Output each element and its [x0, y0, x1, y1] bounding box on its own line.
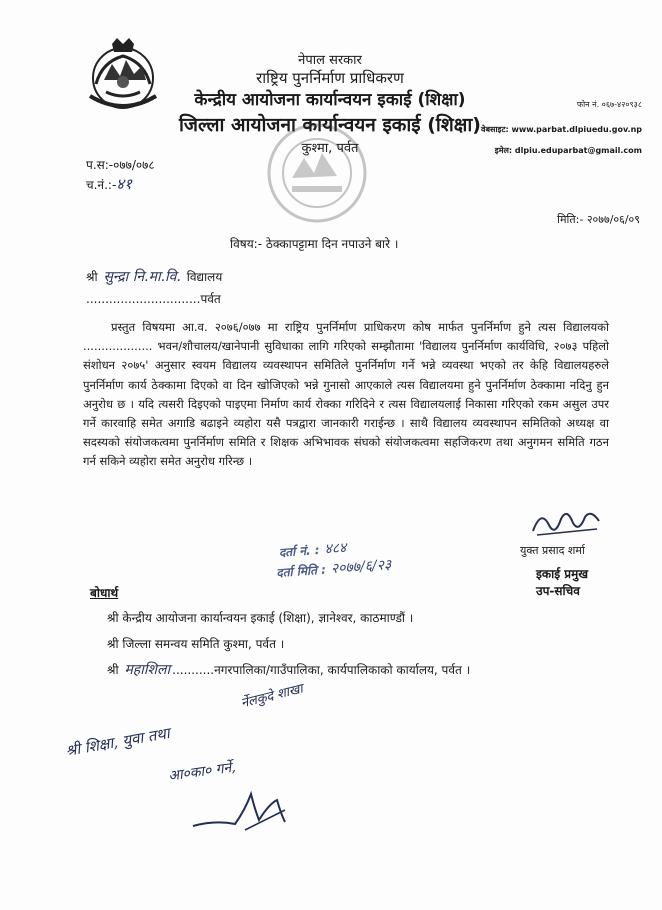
cc-title: बोधार्थ — [90, 586, 119, 600]
cc-item3-prefix: श्री — [107, 663, 119, 677]
header-gov-nepal: नेपाल सरकार — [298, 53, 362, 68]
recipient-suffix: विद्यालय — [186, 270, 223, 284]
header-authority: राष्ट्रिय पुनर्निर्माण प्राधिकरण — [256, 69, 404, 87]
registration-date-label: दर्ता मिति : — [275, 562, 327, 580]
recipient-address — [86, 290, 221, 307]
contact-email: इमेल: dlpiu.eduparbat@gmail.com — [494, 146, 642, 155]
cc-item-municipality — [107, 660, 470, 679]
office-stamp-icon — [262, 118, 372, 228]
cc-item3-suffix: ...........नगरपालिका/गाउँपालिका, कार्यपालिकाको कार्यालय, पर्वत । — [172, 663, 471, 677]
contact-phone: फोन नं. ०६७-४२०९३८ — [576, 100, 642, 109]
reference-cn — [86, 174, 132, 194]
recipient-blank: .............................. — [86, 292, 201, 306]
letter-date: मिति:- २०७७/०६/०९ — [557, 213, 640, 226]
handwritten-note-line3: आ०का० गर्ने, — [167, 759, 237, 785]
cc-item3-handwritten: महाशिला — [124, 662, 171, 678]
registration-stamp — [274, 528, 478, 602]
reference-cn-value: ४१ — [116, 175, 132, 193]
registration-number-value: ४८४ — [324, 540, 347, 558]
reference-cn-label: च.नं.:- — [86, 178, 117, 192]
handwritten-note-line1: र्नेलकुदे शाखा — [239, 681, 305, 712]
header-location: कुश्मा, पर्वत — [301, 141, 359, 156]
registration-number-label: दर्ता नं. : — [278, 542, 321, 560]
letter-subject: विषय:- ठेक्कापट्टामा दिन नपाउने बारे । — [230, 237, 399, 251]
signer-role-head: इकाई प्रमुख — [536, 567, 589, 581]
header-district-unit: जिल्ला आयोजना कार्यान्वयन इकाई (शिक्षा) — [179, 114, 481, 136]
handwritten-signature-icon — [185, 780, 305, 840]
recipient-school-handwritten: सुन्द्रा नि.मा.वि. — [103, 269, 181, 285]
contact-website: वेबसाइट: www.parbat.dlpiuedu.gov.np — [481, 125, 642, 134]
cc-item-district-committee: श्री जिल्ला समन्वय समिति कुश्मा, पर्वत । — [107, 637, 285, 651]
signer-role-deputy: उप-सचिव — [536, 584, 580, 598]
handwritten-note-line2: श्री शिक्षा, युवा तथा — [64, 723, 172, 761]
letter-body — [83, 318, 609, 472]
header-central-unit: केन्द्रीय आयोजना कार्यान्वयन इकाई (शिक्षा) — [194, 90, 466, 110]
handwritten-note — [60, 681, 360, 840]
cc-item-central-unit: श्री केन्द्रीय आयोजना कार्यान्वयन इकाई (शिक्षा), ज्ञानेश्वर, काठमाण्डौं । — [107, 611, 414, 625]
recipient-line — [86, 267, 222, 286]
body-paragraph: प्रस्तुत विषयमा आ.व. २०७६/०७७ मा राष्ट्रिय पुनर्निर्माण प्राधिकरण कोष मार्फत पुनर्निर्माण हुने त्यस विद्यालयको ................... भवन/शौचालय/खानेपानी सुविधाका लागि गरिएको सम्झौतामा 'विद्यालय पुनर्निर्माण कार्यविधि, २०७३ पहिलो संशोधन २०७५' अनुसार स्वयम विद्यालय व्यवस्थापन समितिले पुनर्निर्माण गर्ने भन्ने व्यवस्था भएको तर केहि विद्यालयहरुले पुनर्निर्माण कार्य ठेक्कामा दिएको वा दिन खोजिएको भन्ने गुनासो आएकाले त्यस विद्यालयमा हुने पुनर्निर्माण ठेक्कामा नदिनु हुन अनुरोध छ । यदि त्यसरी दिइएको पाइएमा निर्माण कार्य रोक्का गरिदिने र त्यस विद्यालयलाई निकासा गरिएको रकम असुल उपर गर्ने कारवाहि समेत अगाडि बढाइने व्यहोरा यसै पत्रद्वारा जानकारी गराईन्छ । साथै विद्यालय व्यवस्थापन समितिको अध्यक्ष वा सदस्यको संयोजकत्वमा पुनर्निर्माण समिति र शिक्षक अभिभावक संघको संयोजकत्वमा सहजिकरण तथा अनुगमन समिति गठन गर्न सकिने व्यहोरा समेत अनुरोध गरिन्छ । — [83, 320, 609, 469]
recipient-prefix: श्री — [86, 270, 98, 284]
registration-date-value: २०७७/६/२३ — [330, 556, 392, 578]
signer-name: युक्त प्रसाद शर्मा — [520, 544, 585, 557]
signature-scribble-icon — [527, 503, 607, 543]
reference-ps: प.स:-०७७/०७८ — [86, 158, 155, 172]
recipient-district: पर्वत — [200, 292, 221, 306]
